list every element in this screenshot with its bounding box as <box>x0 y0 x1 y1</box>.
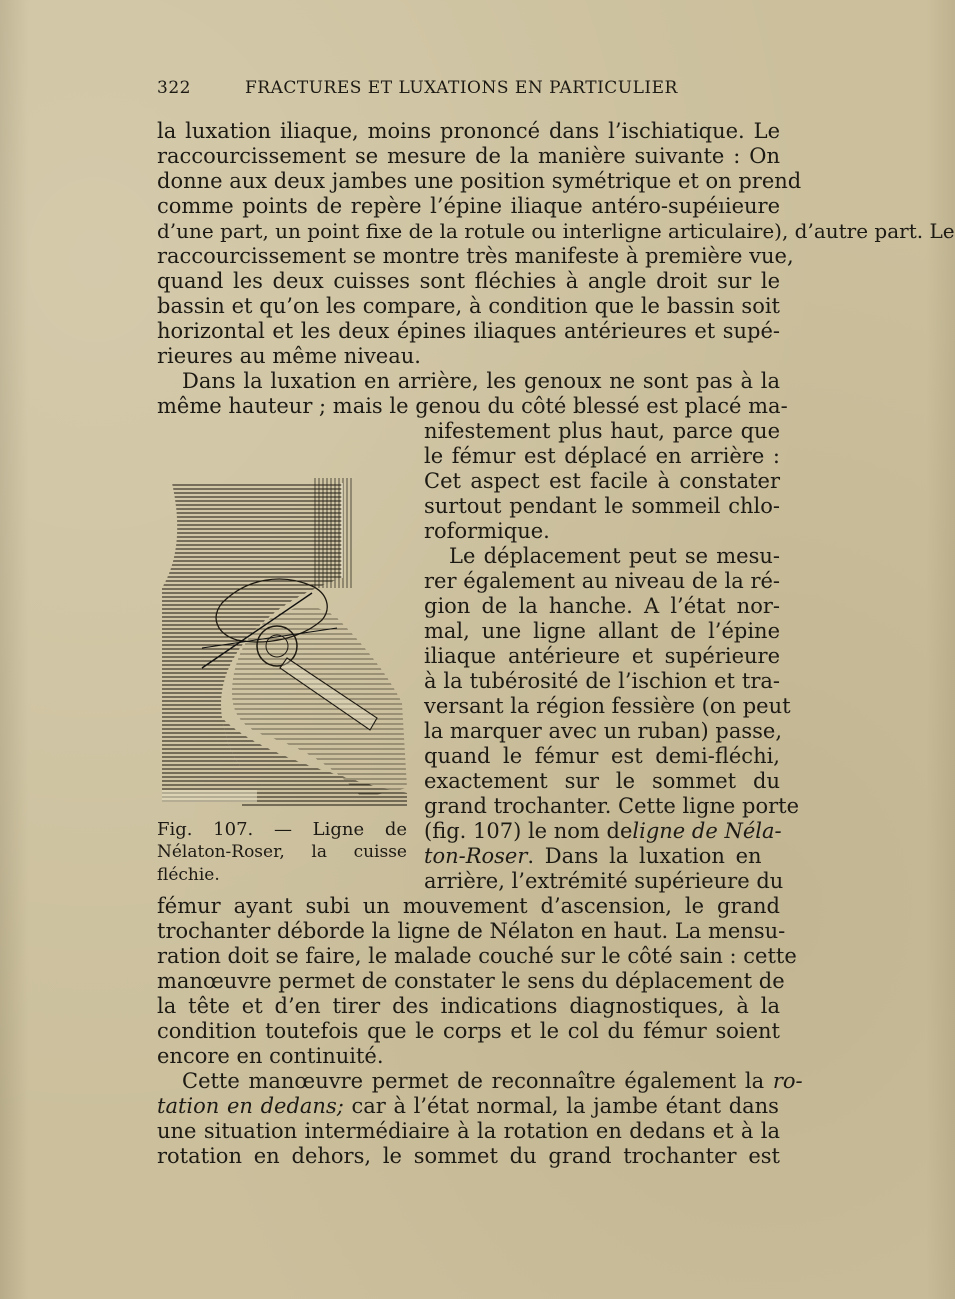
figure-107-illustration <box>162 468 412 813</box>
text-line: ration doit se faire, le malade couché sur le côté sain : cette <box>157 944 797 968</box>
text-line: la luxation iliaque, moins prononcé dans l’ischiatique. Le <box>157 119 780 143</box>
italic-term: ro- <box>772 1069 803 1093</box>
text-run: Cette manœuvre permet de reconnaître également la <box>182 1069 773 1093</box>
text-line <box>424 818 780 844</box>
text-line: à la tubérosité de l’ischion et tra- <box>424 669 780 693</box>
text-line: encore en continuité. <box>157 1044 384 1068</box>
figure-caption <box>157 818 407 887</box>
text-line: quand le fémur est demi-fléchi, <box>424 744 780 768</box>
text-line: condition toutefois que le corps et le col du fémur soient <box>157 1019 780 1043</box>
text-line <box>424 843 780 869</box>
text-line: rieures au même niveau. <box>157 344 421 368</box>
italic-term: ligne de Néla- <box>632 819 782 843</box>
text-line: la tête et d’en tirer des indications diagnostiques, à la <box>157 994 780 1018</box>
text-line: comme points de repère l’épine iliaque antéro-supéıieure <box>157 194 780 218</box>
page-number: 322 <box>157 78 191 98</box>
text-line <box>182 1068 803 1094</box>
text-line: horizontal et les deux épines iliaques antérieures et supé- <box>157 319 780 343</box>
running-title: FRACTURES ET LUXATIONS EN PARTICULIER <box>245 78 678 98</box>
text-line: raccourcissement se mesure de la manière suivante : On <box>157 144 780 168</box>
text-line: raccourcissement se montre très manifeste à première vue, <box>157 244 794 268</box>
text-line: une situation intermédiaire à la rotation en dedans et à la <box>157 1119 780 1143</box>
text-line: manœuvre permet de constater le sens du déplacement de <box>157 969 785 993</box>
text-line: iliaque antérieure et supérieure <box>424 644 780 668</box>
text-line <box>157 1093 780 1119</box>
text-line: mal, une ligne allant de l’épine <box>424 619 780 643</box>
text-line: Dans la luxation en arrière, les genoux ne sont pas à la <box>182 369 780 393</box>
text-line: gion de la hanche. A l’état nor- <box>424 594 780 618</box>
italic-term: ton-Roser <box>424 844 528 868</box>
text-line: grand trochanter. Cette ligne porte <box>424 794 800 818</box>
text-line: donne aux deux jambes une position symétrique et on prend <box>157 169 802 193</box>
text-line: le fémur est déplacé en arrière : <box>424 444 780 468</box>
text-line: fémur ayant subi un mouvement d’ascension, le grand <box>157 894 780 918</box>
text-line: d’une part, un point fixe de la rotule ou interligne articulaire), d’autre part. Le <box>157 219 955 243</box>
hip-engraving-drawing <box>162 468 412 813</box>
text-line: bassin et qu’on les compare, à condition que le bassin soit <box>157 294 780 318</box>
italic-term: tation en dedans; <box>157 1094 344 1118</box>
text-line: Cet aspect est facile à constater <box>424 469 780 493</box>
text-line: Le déplacement peut se mesu- <box>449 544 780 568</box>
text-line: même hauteur ; mais le genou du côté blessé est placé ma- <box>157 394 788 418</box>
text-line: roformique. <box>424 519 550 543</box>
text-line: rer également au niveau de la ré- <box>424 569 780 593</box>
text-run: (fig. 107) le nom de <box>424 819 633 843</box>
text-line: arrière, l’extrémité supérieure du <box>424 869 784 893</box>
caption-line: Nélaton-Roser, la cuisse <box>157 842 407 862</box>
caption-line: fléchie. <box>157 865 220 885</box>
text-line: exactement sur le sommet du <box>424 769 780 793</box>
text-line: rotation en dehors, le sommet du grand trochanter est <box>157 1144 780 1168</box>
text-line: surtout pendant le sommeil chlo- <box>424 494 780 518</box>
text-run: car à l’état normal, la jambe étant dans <box>343 1094 779 1118</box>
page-header <box>157 78 780 104</box>
text-line: versant la région fessière (on peut <box>424 694 791 718</box>
caption-line: Fig. 107. — Ligne de <box>157 819 407 840</box>
text-line: quand les deux cuisses sont fléchies à angle droit sur le <box>157 269 780 293</box>
text-line: nifestement plus haut, parce que <box>424 419 780 443</box>
text-run: . Dans la luxation en <box>527 844 762 868</box>
text-line: la marquer avec un ruban) passe, <box>424 719 783 743</box>
text-line: trochanter déborde la ligne de Nélaton en haut. La mensu- <box>157 919 786 943</box>
